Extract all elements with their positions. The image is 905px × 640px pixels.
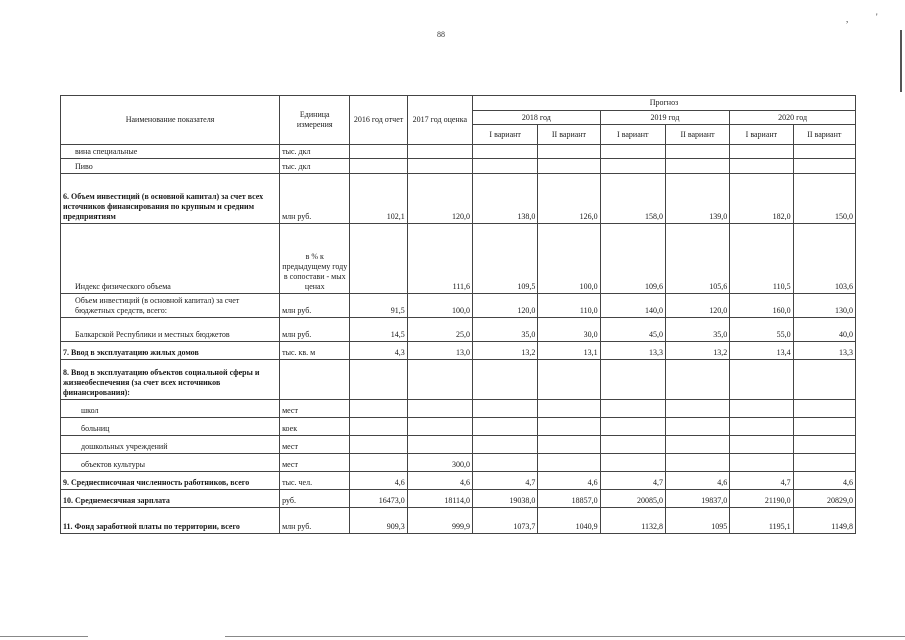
- row-name: 9. Среднесписочная численность работников, всего: [61, 472, 280, 490]
- row-value-v2016: 91,5: [350, 294, 407, 318]
- row-value: [793, 360, 855, 400]
- row-value-v2016: [350, 360, 407, 400]
- row-value: [538, 159, 600, 174]
- row-value-v2017: 13,0: [407, 342, 472, 360]
- header-name: Наименование показателя: [61, 96, 280, 145]
- row-unit: мест: [280, 454, 350, 472]
- table-row: [61, 360, 856, 400]
- row-value-v2017: 999,9: [407, 508, 472, 534]
- table-row: [61, 224, 856, 294]
- row-value: [473, 159, 538, 174]
- row-unit: руб.: [280, 490, 350, 508]
- row-value: 18857,0: [538, 490, 600, 508]
- row-value: 40,0: [793, 318, 855, 342]
- row-name: 6. Объем инвестиций (в основной капитал) за счет всех источников финансирования по крупным и средним предприятиям: [61, 174, 280, 224]
- row-value: [793, 145, 855, 159]
- header-2019: 2019 год: [600, 111, 730, 125]
- row-value: 1073,7: [473, 508, 538, 534]
- table-row: [61, 454, 856, 472]
- row-value: 100,0: [538, 224, 600, 294]
- header-forecast: Прогноз: [473, 96, 856, 111]
- header-2017: 2017 год оценка: [407, 96, 472, 145]
- row-value: 45,0: [600, 318, 665, 342]
- row-value: 1095: [665, 508, 729, 534]
- table-row: [61, 508, 856, 534]
- row-value: [600, 145, 665, 159]
- row-value: [665, 436, 729, 454]
- row-value: [665, 400, 729, 418]
- header-variant-2: II вариант: [538, 125, 600, 145]
- row-value-v2017: 120,0: [407, 174, 472, 224]
- row-value: 130,0: [793, 294, 855, 318]
- row-unit: в % к предыдущему году в сопостави - мых ценах: [280, 224, 350, 294]
- header-2016: 2016 год отчет: [350, 96, 407, 145]
- row-value-v2016: 16473,0: [350, 490, 407, 508]
- row-value: 35,0: [665, 318, 729, 342]
- table-row: [61, 490, 856, 508]
- row-value: 1195,1: [730, 508, 793, 534]
- table-row: [61, 342, 856, 360]
- row-value: 120,0: [665, 294, 729, 318]
- row-name: вина специальные: [61, 145, 280, 159]
- row-value: [473, 145, 538, 159]
- row-value: 105,6: [665, 224, 729, 294]
- row-value: 139,0: [665, 174, 729, 224]
- row-unit: млн руб.: [280, 318, 350, 342]
- header-variant-1: I вариант: [600, 125, 665, 145]
- table-row: [61, 472, 856, 490]
- row-value-v2016: 909,3: [350, 508, 407, 534]
- table-row: [61, 294, 856, 318]
- row-value: [665, 159, 729, 174]
- row-value: [600, 400, 665, 418]
- row-value-v2016: [350, 224, 407, 294]
- row-value-v2016: 14,5: [350, 318, 407, 342]
- header-variant-2: II вариант: [665, 125, 729, 145]
- row-value: 120,0: [473, 294, 538, 318]
- scan-mark: ,: [846, 14, 849, 24]
- table-row: [61, 159, 856, 174]
- row-value-v2016: 102,1: [350, 174, 407, 224]
- row-value: [793, 418, 855, 436]
- row-value: [350, 145, 407, 159]
- row-value: 55,0: [730, 318, 793, 342]
- row-value: [600, 360, 665, 400]
- row-name: Балкарской Республики и местных бюджетов: [61, 318, 280, 342]
- header-2018: 2018 год: [473, 111, 601, 125]
- row-value: [600, 159, 665, 174]
- row-value: 4,7: [473, 472, 538, 490]
- row-value: 182,0: [730, 174, 793, 224]
- row-value: [665, 454, 729, 472]
- row-unit: [280, 360, 350, 400]
- row-value: [538, 454, 600, 472]
- row-value: [407, 159, 472, 174]
- row-value: [730, 159, 793, 174]
- row-name: 7. Ввод в эксплуатацию жилых домов: [61, 342, 280, 360]
- row-value: [793, 400, 855, 418]
- row-value: [665, 360, 729, 400]
- row-name: 8. Ввод в эксплуатацию объектов социальной сферы и жизнеобеспечения (за счет всех источников финансирования):: [61, 360, 280, 400]
- row-value: 109,5: [473, 224, 538, 294]
- row-name: Пиво: [61, 159, 280, 174]
- row-value: 19038,0: [473, 490, 538, 508]
- row-name: 11. Фонд заработной платы по территории, всего: [61, 508, 280, 534]
- row-value: 1132,8: [600, 508, 665, 534]
- row-unit: тыс. чел.: [280, 472, 350, 490]
- row-value: 13,2: [473, 342, 538, 360]
- row-value: [473, 360, 538, 400]
- row-value: [665, 145, 729, 159]
- row-value-v2017: 100,0: [407, 294, 472, 318]
- row-value: [793, 159, 855, 174]
- row-value-v2017: [407, 436, 472, 454]
- header-variant-2: II вариант: [793, 125, 855, 145]
- row-value: 13,3: [600, 342, 665, 360]
- row-value: [600, 454, 665, 472]
- row-value: [538, 360, 600, 400]
- row-value: [665, 418, 729, 436]
- header-variant-1: I вариант: [473, 125, 538, 145]
- row-unit: млн руб.: [280, 174, 350, 224]
- row-value: 109,6: [600, 224, 665, 294]
- row-unit: тыс. кв. м: [280, 342, 350, 360]
- row-value: 20829,0: [793, 490, 855, 508]
- row-value: [730, 145, 793, 159]
- row-value: [473, 400, 538, 418]
- row-value: [730, 400, 793, 418]
- row-value: [473, 436, 538, 454]
- row-value-v2016: 4,3: [350, 342, 407, 360]
- scan-mark: ': [876, 12, 878, 22]
- row-unit: тыс. дкл: [280, 159, 350, 174]
- row-value: 103,6: [793, 224, 855, 294]
- row-name: объектов культуры: [61, 454, 280, 472]
- row-value: [793, 436, 855, 454]
- scan-edge-line: [225, 636, 905, 637]
- row-unit: мест: [280, 436, 350, 454]
- row-value: [600, 436, 665, 454]
- row-value: [730, 454, 793, 472]
- table-row: [61, 436, 856, 454]
- table-row: [61, 174, 856, 224]
- row-value-v2017: 25,0: [407, 318, 472, 342]
- row-value: 21190,0: [730, 490, 793, 508]
- row-value: 4,7: [600, 472, 665, 490]
- header-variant-1: I вариант: [730, 125, 793, 145]
- row-value: 4,6: [538, 472, 600, 490]
- row-value: 35,0: [473, 318, 538, 342]
- row-value: [730, 436, 793, 454]
- table-row: [61, 318, 856, 342]
- row-name: школ: [61, 400, 280, 418]
- row-value-v2016: 4,6: [350, 472, 407, 490]
- row-value-v2017: 300,0: [407, 454, 472, 472]
- row-value-v2017: 18114,0: [407, 490, 472, 508]
- row-value-v2017: 111,6: [407, 224, 472, 294]
- row-value: [538, 436, 600, 454]
- row-name: Индекс физического объема: [61, 224, 280, 294]
- row-value-v2017: 4,6: [407, 472, 472, 490]
- row-value-v2017: [407, 400, 472, 418]
- row-value: [730, 360, 793, 400]
- row-value: [473, 418, 538, 436]
- row-value: 158,0: [600, 174, 665, 224]
- row-unit: млн руб.: [280, 508, 350, 534]
- page-number: 88: [437, 30, 445, 39]
- row-value-v2017: [407, 360, 472, 400]
- row-value: [538, 418, 600, 436]
- row-name: дошкольных учреждений: [61, 436, 280, 454]
- row-value: 4,7: [730, 472, 793, 490]
- row-value: [538, 400, 600, 418]
- row-value-v2016: [350, 436, 407, 454]
- row-value: 4,6: [793, 472, 855, 490]
- row-value: [600, 418, 665, 436]
- table-row: [61, 400, 856, 418]
- scan-edge-line: [0, 636, 88, 637]
- row-value: [538, 145, 600, 159]
- forecast-table: [60, 95, 856, 534]
- row-value: 126,0: [538, 174, 600, 224]
- row-unit: млн руб.: [280, 294, 350, 318]
- row-value: 160,0: [730, 294, 793, 318]
- row-value: 13,4: [730, 342, 793, 360]
- row-name: Объем инвестиций (в основной капитал) за счет бюджетных средств, всего:: [61, 294, 280, 318]
- row-value: [407, 145, 472, 159]
- row-value: 1040,9: [538, 508, 600, 534]
- row-value: 4,6: [665, 472, 729, 490]
- row-value-v2016: [350, 400, 407, 418]
- row-unit: коек: [280, 418, 350, 436]
- table-row: [61, 418, 856, 436]
- row-unit: тыс. дкл: [280, 145, 350, 159]
- row-value: 110,0: [538, 294, 600, 318]
- row-value: 110,5: [730, 224, 793, 294]
- row-name: больниц: [61, 418, 280, 436]
- row-value: 13,1: [538, 342, 600, 360]
- row-name: 10. Среднемесячная зарплата: [61, 490, 280, 508]
- row-value: [473, 454, 538, 472]
- row-value: [730, 418, 793, 436]
- row-value: 13,3: [793, 342, 855, 360]
- row-value: 140,0: [600, 294, 665, 318]
- row-unit: мест: [280, 400, 350, 418]
- row-value: 138,0: [473, 174, 538, 224]
- row-value: 150,0: [793, 174, 855, 224]
- row-value-v2016: [350, 418, 407, 436]
- row-value: 13,2: [665, 342, 729, 360]
- scan-edge-mark: [900, 30, 902, 92]
- row-value: 20085,0: [600, 490, 665, 508]
- header-unit: Единица измерения: [280, 96, 350, 145]
- row-value: 30,0: [538, 318, 600, 342]
- row-value: [793, 454, 855, 472]
- header-2020: 2020 год: [730, 111, 856, 125]
- row-value: 19837,0: [665, 490, 729, 508]
- row-value-v2016: [350, 454, 407, 472]
- row-value: [350, 159, 407, 174]
- row-value: 1149,8: [793, 508, 855, 534]
- row-value-v2017: [407, 418, 472, 436]
- table-row: [61, 145, 856, 159]
